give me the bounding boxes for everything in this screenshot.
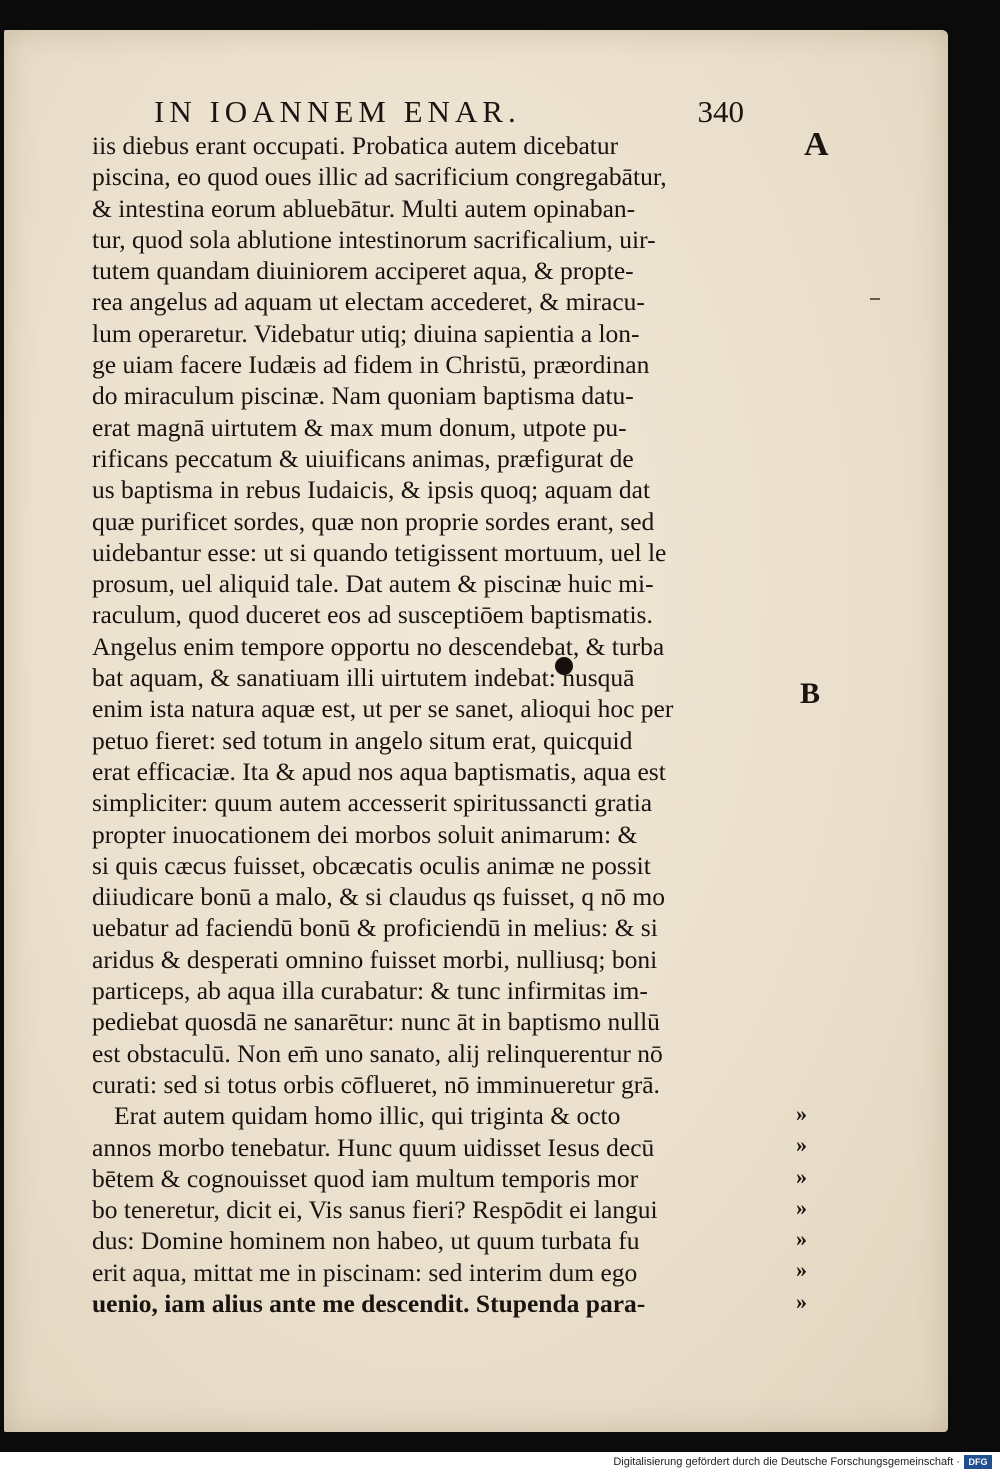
text-line: Erat autem quidam homo illic, qui triginta & octo	[114, 1101, 621, 1131]
funding-credit: Digitalisierung gefördert durch die Deutsche Forschungsgemeinschaft ·	[613, 1456, 960, 1468]
text-line: prosum, uel aliquid tale. Dat autem & piscinæ huic mi-	[92, 569, 654, 599]
text-line: si quis cæcus fuisset, obcæcatis oculis animæ ne possit	[92, 850, 651, 880]
text-line: Angelus enim tempore opportu no descendebat, & turba	[92, 631, 665, 661]
text-line: ge uiam facere Iudæis ad fidem in Christū, præordinan	[92, 350, 650, 380]
text-line: est obstaculū. Non em̄ uno sanato, alij relinquerentur nō	[92, 1038, 663, 1068]
digitization-footer	[0, 1452, 1000, 1474]
stray-ink-mark	[870, 298, 880, 300]
page-number: 340	[697, 94, 744, 129]
text-line: erit aqua, mittat me in piscinam: sed interim dum ego	[92, 1257, 638, 1287]
text-line: simpliciter: quum autem accesserit spiritussancti gratia	[92, 788, 653, 818]
dfg-logo: DFG	[964, 1455, 992, 1469]
text-line: rificans peccatum & uiuificans animas, præfigurat de	[92, 443, 634, 473]
quote-mark: »	[796, 1194, 807, 1220]
text-line: bo teneretur, dicit ei, Vis sanus fieri? Respōdit ei langui	[92, 1195, 658, 1225]
margin-quote-marks	[796, 1098, 807, 1317]
text-line: tutem quandam diuiniorem acciperet aqua, & propte-	[92, 256, 634, 286]
quote-mark: »	[796, 1257, 807, 1283]
text-line: raculum, quod duceret eos ad susceptiōem baptismatis.	[92, 600, 653, 630]
text-line: uidebantur esse: ut si quando tetigissent mortuum, uel le	[92, 537, 667, 567]
text-line: pediebat quosdā ne sanarētur: nunc āt in baptismo nullū	[92, 1007, 660, 1037]
margin-letter-a: A	[804, 126, 829, 163]
body-text	[92, 130, 792, 1319]
running-head	[154, 94, 744, 134]
quote-mark: »	[796, 1101, 807, 1126]
text-line: curati: sed si totus orbis cōflueret, nō imminueretur grā.	[92, 1069, 660, 1099]
margin-letter-b: B	[800, 677, 821, 710]
book-page	[4, 30, 948, 1432]
quote-mark: »	[796, 1163, 807, 1189]
text-line: lum operaretur. Videbatur utiq; diuina sapientia a lon-	[92, 318, 640, 348]
quote-mark: »	[796, 1132, 807, 1158]
text-line: uenio, iam alius ante me descendit. Stupenda para-	[92, 1288, 646, 1318]
text-line: enim ista natura aquæ est, ut per se sanet, alioqui hoc per	[92, 694, 674, 724]
running-title: IN IOANNEM ENAR.	[154, 94, 521, 129]
text-line: tur, quod sola ablutione intestinorum sacrificalium, uir-	[92, 224, 656, 254]
text-line: annos morbo tenebatur. Hunc quum uidisset Iesus decū	[92, 1132, 655, 1162]
text-line: quæ purificet sordes, quæ non proprie sordes erant, sed	[92, 506, 655, 536]
text-line: piscina, eo quod oues illic ad sacrificium congregabātur,	[92, 162, 667, 192]
text-line: bētem & cognouisset quod iam multum temporis mor	[92, 1163, 639, 1193]
text-line: rea angelus ad aquam ut electam accederet, & miracu-	[92, 287, 645, 317]
quote-mark: »	[796, 1288, 807, 1314]
text-line: erat efficaciæ. Ita & apud nos aqua baptismatis, aqua est	[92, 756, 666, 786]
text-line: us baptisma in rebus Iudaicis, & ipsis quoq; aquam dat	[92, 475, 651, 505]
text-line: & intestina eorum abluebātur. Multi autem opinaban-	[92, 193, 636, 223]
text-line: diiudicare bonū a malo, & si claudus qs fuisset, q nō mo	[92, 882, 665, 912]
text-line: dus: Domine hominem non habeo, ut quum turbata fu	[92, 1226, 640, 1256]
text-line: propter inuocationem dei morbos soluit animarum: &	[92, 819, 638, 849]
text-line: aridus & desperati omnino fuisset morbi, nulliusq; boni	[92, 944, 658, 974]
text-line: erat magnā uirtutem & max mum donum, utpote pu-	[92, 412, 627, 442]
text-line: iis diebus erant occupati. Probatica autem dicebatur	[92, 131, 619, 160]
quote-mark: »	[796, 1226, 807, 1252]
text-line: bat aquam, & sanatiuam illi uirtutem indebat: nusquā	[92, 663, 635, 693]
text-line: do miraculum piscinæ. Nam quoniam baptisma datu-	[92, 381, 634, 411]
text-line: uebatur ad faciendū bonū & proficiendū in melius: & si	[92, 913, 658, 943]
text-line: petuo fieret: sed totum in angelo situm erat, quicquid	[92, 725, 633, 755]
text-line: particeps, ab aqua illa curabatur: & tunc infirmitas im-	[92, 976, 648, 1006]
